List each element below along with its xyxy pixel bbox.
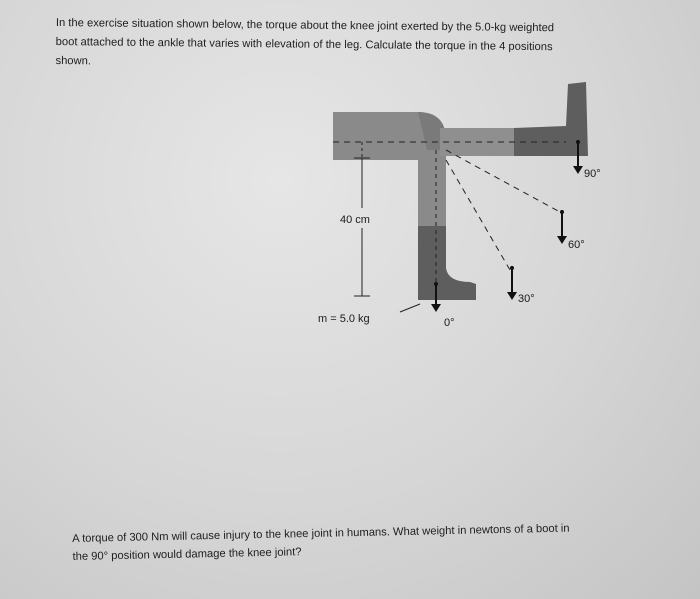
intro-line-3: shown. — [55, 54, 92, 68]
question-line-2: the 90° position would damage the knee joint? — [72, 546, 302, 563]
mass-label: m = 5.0 kg — [318, 313, 370, 325]
dashed-60 — [446, 150, 560, 212]
weight-arrow-60 — [557, 210, 567, 244]
angle-label-60: 60° — [568, 239, 585, 251]
boot-horizontal — [514, 82, 588, 156]
intro-line-1: In the exercise situation shown below, the torque about the knee joint exerted by the 5.0-kg weighted — [55, 16, 555, 35]
dashed-30 — [446, 160, 510, 270]
angle-label-30: 30° — [518, 293, 535, 305]
length-label: 40 cm — [340, 214, 370, 226]
boot-vertical — [418, 226, 476, 300]
mass-pointer — [400, 304, 420, 312]
angle-label-90: 90° — [584, 168, 601, 180]
intro-line-2: boot attached to the ankle that varies with elevation of the leg. Calculate the torque in the 4 positions — [55, 35, 553, 54]
question-line-1: A torque of 300 Nm will cause injury to the knee joint in humans. What weight in newtons of a boot in — [72, 522, 570, 545]
angle-label-0: 0° — [444, 317, 455, 329]
weight-arrow-30 — [507, 266, 517, 300]
lower-leg-vertical — [418, 150, 446, 230]
